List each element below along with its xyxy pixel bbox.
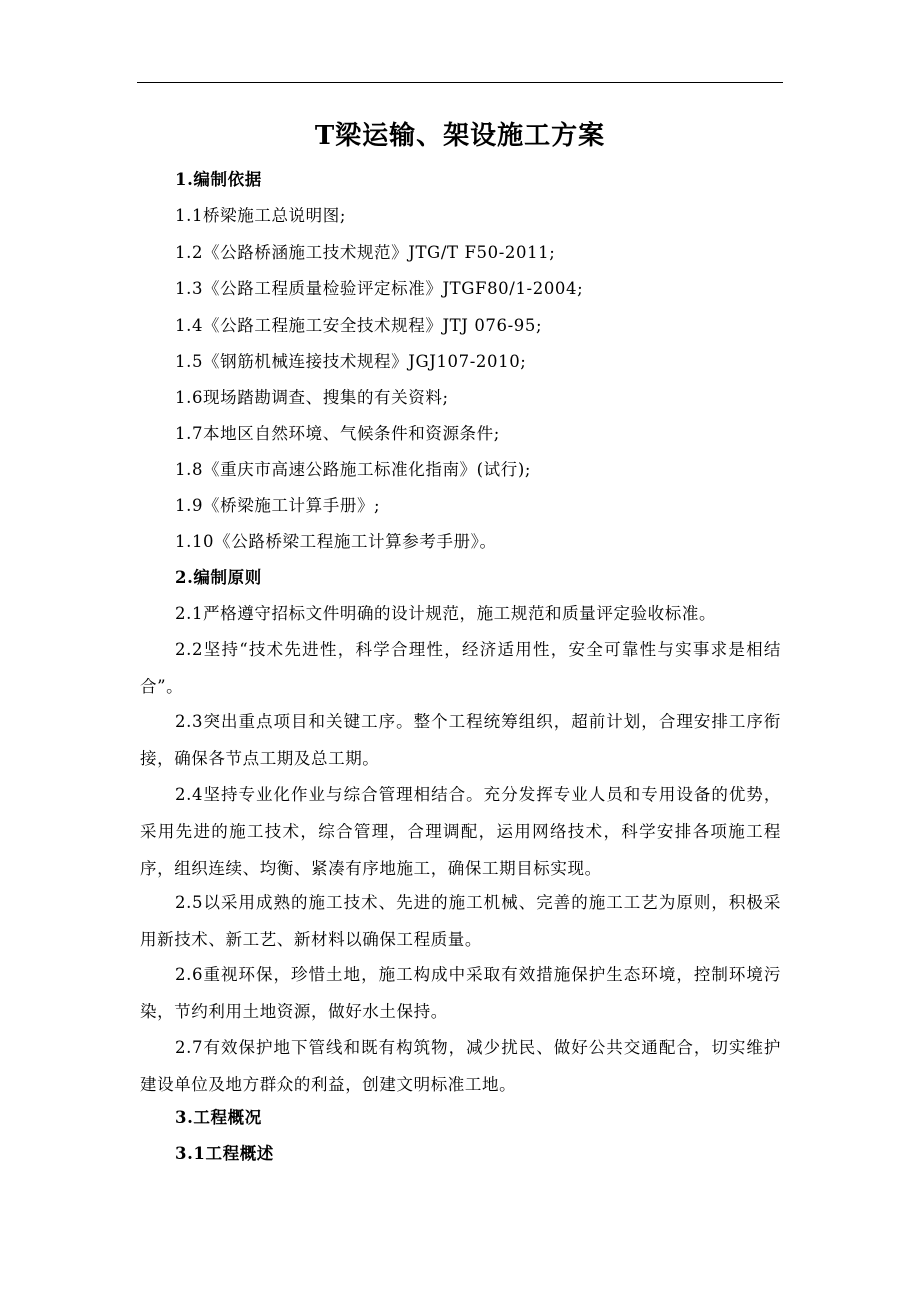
paragraph: 2.2坚持“技术先进性，科学合理性，经济适用性，安全可靠性与实事求是相结合”。 <box>140 640 781 696</box>
paragraph: 2.7有效保护地下管线和既有构筑物，减少扰民、做好公共交通配合，切实维护建设单位及地方群众的利益，创建文明标准工地。 <box>140 1038 781 1094</box>
section-heading-2: 2.编制原则 <box>175 568 262 587</box>
list-item: 1.7本地区自然环境、气候条件和资源条件; <box>175 424 500 443</box>
list-item: 1.1桥梁施工总说明图; <box>175 206 346 225</box>
subsection-heading: 3.1工程概述 <box>175 1144 274 1163</box>
paragraph: 2.6重视环保，珍惜土地，施工构成中采取有效措施保护生态环境，控制环境污染，节约利用土地资源，做好水土保持。 <box>140 965 781 1021</box>
list-item: 1.10《公路桥梁工程施工计算参考手册》。 <box>175 532 497 551</box>
paragraph: 2.3突出重点项目和关键工序。整个工程统筹组织，超前计划，合理安排工序衔接，确保各节点工期及总工期。 <box>140 712 781 768</box>
list-item: 1.6现场踏勘调查、搜集的有关资料; <box>175 388 449 407</box>
list-item: 1.9《桥梁施工计算手册》; <box>175 496 381 515</box>
list-item: 1.2《公路桥涵施工技术规范》JTG/T F50-2011; <box>175 243 556 262</box>
list-item: 1.8《重庆市高速公路施工标准化指南》(试行); <box>175 460 532 479</box>
list-item: 1.5《钢筋机械连接技术规程》JGJ107-2010; <box>175 352 527 371</box>
header-rule <box>137 82 783 83</box>
document-title: T梁运输、架设施工方案 <box>314 121 606 151</box>
list-item: 1.4《公路工程施工安全技术规程》JTJ 076-95; <box>175 316 543 335</box>
paragraph: 2.1严格遵守招标文件明确的设计规范，施工规范和质量评定验收标准。 <box>175 604 717 623</box>
section-heading-3: 3.工程概况 <box>175 1108 262 1127</box>
paragraph: 2.4坚持专业化作业与综合管理相结合。充分发挥专业人员和专用设备的优势，采用先进的施工技术，综合管理，合理调配，运用网络技术，科学安排各项施工程序，组织连续、均衡、紧凑有序地施工，确保工期目标实现。 <box>140 785 781 878</box>
paragraph: 2.5以采用成熟的施工技术、先进的施工机械、完善的施工工艺为原则，积极采用新技术、新工艺、新材料以确保工程质量。 <box>140 893 781 949</box>
list-item: 1.3《公路工程质量检验评定标准》JTGF80/1-2004; <box>175 279 584 298</box>
section-heading-1: 1.编制依据 <box>175 170 262 189</box>
